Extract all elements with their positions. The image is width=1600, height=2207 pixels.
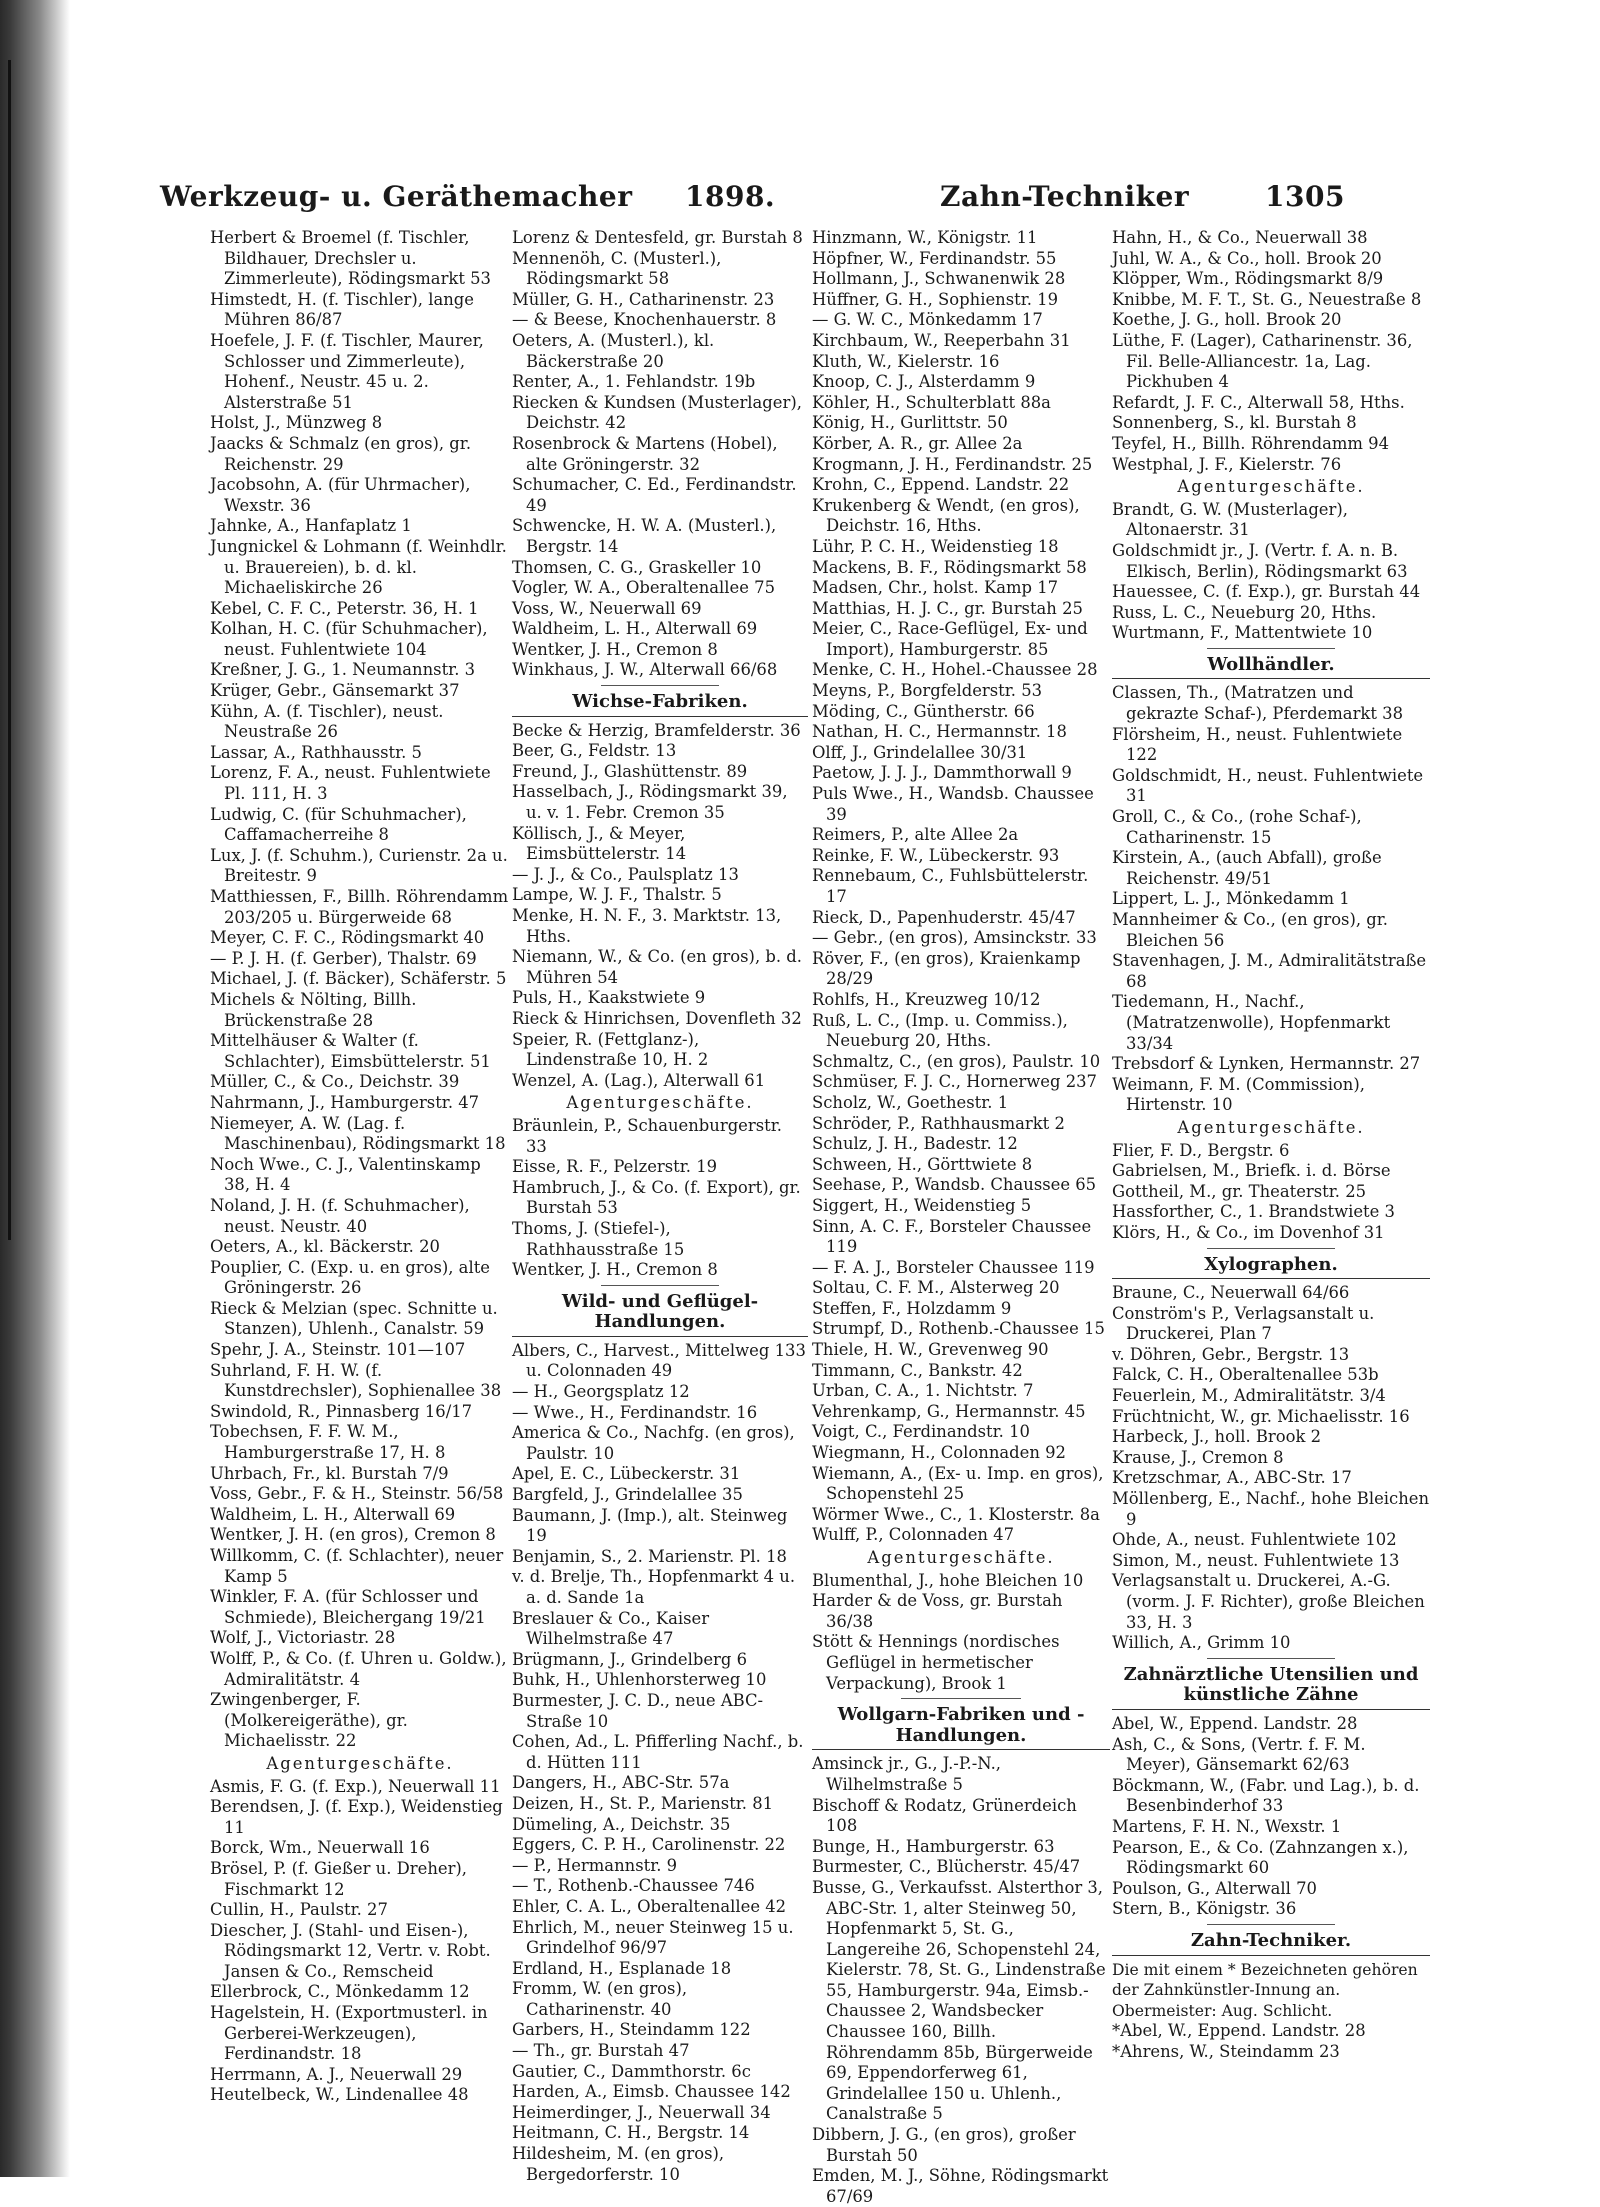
directory-entry: — & Beese, Knochenhauerstr. 8	[512, 310, 777, 330]
directory-entry: Pearson, E., & Co. (Zahnzangen x.), Rödingsmarkt 60	[1112, 1837, 1409, 1878]
page-number: 1305	[1265, 180, 1345, 213]
directory-entry: Meyer, C. F. C., Rödingsmarkt 40	[210, 928, 485, 948]
directory-entry: Waldheim, L. H., Alterwall 69	[210, 1504, 456, 1524]
directory-entry: Garbers, H., Steindamm 122	[512, 2020, 751, 2040]
directory-entry: Sonnenberg, S., kl. Burstah 8	[1112, 413, 1357, 433]
directory-entry: Michael, J. (f. Bäcker), Schäferstr. 5	[210, 969, 507, 989]
directory-entry: Winkhaus, J. W., Alterwall 66/68	[512, 660, 778, 680]
section-subheading: Agenturgeschäfte.	[867, 1548, 1055, 1567]
directory-entry: Brandt, G. W. (Musterlager), Altonaerstr. 31	[1112, 499, 1348, 540]
entries-col4-agencies	[1112, 500, 1430, 644]
directory-entry: Holst, J., Münzweg 8	[210, 413, 383, 433]
directory-entry: Wentker, J. H., Cremon 8	[512, 639, 718, 659]
directory-entry: Niemann, W., & Co. (en gros), b. d. Mühren 54	[512, 947, 802, 987]
directory-entry: König, H., Gurlittstr. 50	[812, 413, 1008, 433]
divider	[1207, 1248, 1334, 1249]
directory-entry: Nahrmann, J., Hamburgerstr. 47	[210, 1092, 480, 1112]
directory-entry: Abel, W., Eppend. Landstr. 28	[1112, 1713, 1358, 1733]
directory-entry: Sinn, A. C. F., Borsteler Chaussee 119	[812, 1216, 1092, 1257]
directory-entry: Voss, Gebr., F. & H., Steinstr. 56/58	[210, 1484, 504, 1504]
directory-entry: Kluth, W., Kielerstr. 16	[812, 351, 1000, 371]
directory-entry: Meyns, P., Borgfelderstr. 53	[812, 681, 1043, 701]
directory-entry: Winkler, F. A. (für Schlosser und Schmiede), Bleichergang 19/21	[210, 1587, 486, 1627]
directory-entry: Stavenhagen, J. M., Admiralitätstraße 68	[1112, 951, 1427, 991]
directory-entry: Reinke, F. W., Lübeckerstr. 93	[812, 845, 1060, 865]
directory-entry: Scholz, W., Goethestr. 1	[812, 1092, 1009, 1112]
section-heading: Wollgarn-Fabriken und -Handlungen.	[812, 1705, 1110, 1750]
directory-entry: Kirstein, A., (auch Abfall), große Reichenstr. 49/51	[1112, 848, 1382, 888]
directory-entry: Oeters, A., kl. Bäckerstr. 20	[210, 1237, 440, 1257]
directory-entry: Olff, J., Grindelallee 30/31	[812, 742, 1028, 762]
directory-entry: Knoop, C. J., Alsterdamm 9	[812, 372, 1036, 392]
directory-entry: Soltau, C. F. M., Alsterweg 20	[812, 1278, 1060, 1298]
directory-entry: Goldschmidt, H., neust. Fuhlentwiete 31	[1112, 765, 1424, 806]
section-heading: Xylographen.	[1112, 1255, 1430, 1280]
directory-entry: Uhrbach, Fr., kl. Burstah 7/9	[210, 1463, 449, 1483]
directory-page	[100, 150, 1430, 2206]
directory-entry: Menke, H. N. F., 3. Marktstr. 13, Hths.	[512, 906, 782, 946]
directory-entry: Goldschmidt jr., J. (Vertr. f. A. n. B. Elkisch, Berlin), Rödingsmarkt 63	[1112, 540, 1408, 581]
directory-entry: Mannheimer & Co., (en gros), gr. Bleichen 56	[1112, 910, 1389, 950]
directory-entry: Wiemann, A., (Ex- u. Imp. en gros), Schopenstehl 25	[812, 1463, 1104, 1504]
directory-entry: Braune, C., Neuerwall 64/66	[1112, 1283, 1350, 1303]
directory-entry: Pouplier, C. (Exp. u. en gros), alte Gröningerstr. 26	[210, 1257, 490, 1298]
directory-entry: Bischoff & Rodatz, Grünerdeich 108	[812, 1795, 1077, 1836]
directory-entry: — T., Rothenb.-Chaussee 746	[512, 1876, 755, 1896]
divider	[1207, 648, 1334, 649]
directory-entry: Tobechsen, F. F. W. M., Hamburgerstraße 17, H. 8	[210, 1422, 446, 1463]
directory-entry: Hagelstein, H. (Exportmusterl. in Gerberei-Werkzeugen), Ferdinandstr. 18	[210, 2003, 488, 2064]
directory-entry: Matthias, H. J. C., gr. Burstah 25	[812, 598, 1083, 618]
directory-entry: Conström's P., Verlagsanstalt u. Druckerei, Plan 7	[1112, 1303, 1375, 1344]
directory-entry: Rennebaum, C., Fuhlsbüttelerstr. 17	[812, 866, 1089, 906]
directory-entry: Diescher, J. (Stahl- und Eisen-), Rödingsmarkt 12, Vertr. v. Robt. Jansen & Co., Remscheid	[210, 1920, 491, 1981]
directory-entry: Freund, J., Glashüttenstr. 89	[512, 761, 748, 781]
entries-col2-game	[512, 1341, 808, 2185]
directory-entry: Heitmann, C. H., Bergstr. 14	[512, 2123, 750, 2143]
directory-entry: Waldheim, L. H., Alterwall 69	[512, 619, 758, 639]
directory-entry: Dangers, H., ABC-Str. 57a	[512, 1773, 730, 1793]
directory-entry: America & Co., Nachfg. (en gros), Paulstr. 10	[512, 1423, 795, 1463]
directory-entry: Paetow, J. J. J., Dammthorwall 9	[812, 763, 1072, 783]
directory-entry: Thomsen, C. G., Graskeller 10	[512, 557, 762, 577]
directory-entry: Voss, W., Neuerwall 69	[512, 598, 702, 618]
directory-entry: Wurtmann, F., Mattentwiete 10	[1112, 623, 1373, 643]
directory-entry: Niemeyer, A. W. (Lag. f. Maschinenbau), Rödingsmarkt 18	[210, 1113, 506, 1154]
directory-entry: Möllenberg, E., Nachf., hohe Bleichen 9	[1112, 1489, 1430, 1529]
directory-entry: Zwingenberger, F. (Molkereigeräthe), gr. Michaelisstr. 22	[210, 1690, 408, 1751]
directory-entry: Ohde, A., neust. Fuhlentwiete 102	[1112, 1530, 1397, 1550]
directory-entry: Tiedemann, H., Nachf., (Matratzenwolle), Hopfenmarkt 33/34	[1112, 992, 1391, 1053]
running-header	[100, 180, 1345, 220]
entries-col3-game	[812, 228, 1110, 1546]
directory-entry: Köllisch, J., & Meyer, Eimsbüttelerstr. 14	[512, 823, 687, 864]
directory-entry: Mackens, B. F., Rödingsmarkt 58	[812, 557, 1087, 577]
directory-entry: Heimerdinger, J., Neuerwall 34	[512, 2102, 771, 2122]
directory-entry: Amsinck jr., G., J.-P.-N., Wilhelmstraße 5	[812, 1754, 1002, 1794]
directory-entry: — Gebr., (en gros), Amsinckstr. 33	[812, 928, 1097, 948]
directory-entry: *Abel, W., Eppend. Landstr. 28	[1112, 2021, 1366, 2041]
directory-entry: Lassar, A., Rathhausstr. 5	[210, 742, 422, 762]
directory-entry: Gottheil, M., gr. Theaterstr. 25	[1112, 1181, 1367, 1201]
directory-entry: Bargfeld, J., Grindelallee 35	[512, 1485, 743, 1505]
directory-entry: Schween, H., Görttwiete 8	[812, 1154, 1033, 1174]
directory-entry: Lorenz & Dentesfeld, gr. Burstah 8	[512, 228, 803, 247]
directory-entry: Willich, A., Grimm 10	[1112, 1633, 1291, 1653]
directory-entry: Hollmann, J., Schwanenwik 28	[812, 269, 1066, 289]
entries-col3-wool-yarn	[812, 1754, 1110, 2207]
directory-entry: Stött & Hennings (nordisches Geflügel in hermetischer Verpackung), Brook 1	[812, 1632, 1060, 1693]
directory-entry: Schulz, J. H., Badestr. 12	[812, 1134, 1018, 1154]
directory-entry: Lampe, W. J. F., Thalstr. 5	[512, 885, 722, 905]
directory-entry: Emden, M. J., Söhne, Rödingsmarkt 67/69	[812, 2166, 1109, 2206]
directory-entry: Busse, G., Verkaufsst. Alsterthor 3, ABC-Str. 1, alter Steinweg 50, Hopfenmarkt 5, St. G., Langereihe 26, Schopenstehl 24, Kielerstr. 78, St. G., Lindenstraße 55, Hamburgerstr. 94a, Eimsb.-Chaussee 2, Wandsbecker Chaussee 160, Billh. Röhrendamm 85b, Bürgerweide 69, Eppendorferweg 61, Grindelallee 150 u. Uhlenh., Canalstraße 5	[812, 1877, 1106, 2124]
directory-entry: Rieck & Hinrichsen, Dovenfleth 32	[512, 1008, 802, 1028]
entries-col2-polish-agencies	[512, 1116, 808, 1281]
entries-col4-xylographers	[1112, 1283, 1430, 1654]
directory-entry: Lühr, P. C. H., Weidenstieg 18	[812, 536, 1059, 556]
directory-entry: Breslauer & Co., Kaiser Wilhelmstraße 47	[512, 1608, 710, 1649]
directory-entry: — Wwe., H., Ferdinandstr. 16	[512, 1402, 758, 1422]
directory-entry: Thoms, J. (Stiefel-), Rathhausstraße 15	[512, 1218, 685, 1259]
directory-entry: Lorenz, F. A., neust. Fuhlentwiete Pl. 111, H. 3	[210, 763, 491, 804]
directory-entry: Matthiessen, F., Billh. Röhrendamm 203/205 u. Bürgerweide 68	[210, 887, 509, 927]
directory-entry: Swindold, R., Pinnasberg 16/17	[210, 1401, 473, 1421]
directory-entry: Groll, C., & Co., (rohe Schaf-), Catharinenstr. 15	[1112, 807, 1362, 847]
directory-entry: Kreßner, J. G., 1. Neumannstr. 3	[210, 660, 476, 680]
directory-entry: Martens, F. H. N., Wexstr. 1	[1112, 1816, 1342, 1836]
directory-entry: Flörsheim, H., neust. Fuhlentwiete 122	[1112, 724, 1403, 765]
directory-entry: Steffen, F., Holzdamm 9	[812, 1298, 1012, 1318]
directory-entry: Möding, C., Güntherstr. 66	[812, 701, 1035, 721]
directory-entry: Juhl, W. A., & Co., holl. Brook 20	[1112, 248, 1382, 268]
directory-entry: Jungnickel & Lohmann (f. Weinhdlr. u. Brauereien), b. d. kl. Michaeliskirche 26	[210, 536, 507, 598]
directory-entry: Berendsen, J. (f. Exp.), Weidenstieg 11	[210, 1797, 503, 1837]
entries-col3-agencies	[812, 1571, 1110, 1695]
directory-entry: Speier, R. (Fettglanz-), Lindenstraße 10, H. 2	[512, 1029, 709, 1070]
directory-entry: Gabrielsen, M., Briefk. i. d. Börse	[1112, 1161, 1391, 1181]
directory-entry: Harder & de Voss, gr. Burstah 36/38	[812, 1591, 1063, 1631]
directory-entry: Ehrlich, M., neuer Steinweg 15 u. Grindelhof 96/97	[512, 1917, 794, 1958]
divider	[901, 1698, 1020, 1699]
directory-entry: Rohlfs, H., Kreuzweg 10/12	[812, 989, 1041, 1009]
entries-col4-wool-dealers	[1112, 683, 1430, 1115]
directory-entry: Fromm, W. (en gros), Catharinenstr. 40	[512, 1979, 688, 2019]
directory-entry: Knibbe, M. F. T., St. G., Neuestraße 8	[1112, 289, 1422, 309]
directory-entry: Brügmann, J., Grindelberg 6	[512, 1649, 748, 1669]
directory-entry: Burmester, J. C. D., neue ABC-Straße 10	[512, 1690, 764, 1731]
divider	[1207, 1658, 1334, 1659]
directory-entry: Becke & Herzig, Bramfelderstr. 36	[512, 720, 801, 740]
directory-entry: Schröder, P., Rathhausmarkt 2	[812, 1113, 1065, 1133]
directory-entry: Puls Wwe., H., Wandsb. Chaussee 39	[812, 784, 1094, 824]
directory-entry: Willkomm, C. (f. Schlachter), neuer Kamp 5	[210, 1546, 504, 1586]
entries-col1-agencies	[210, 1777, 510, 2107]
directory-entry: Rieck, D., Papenhuderstr. 45/47	[812, 907, 1076, 927]
directory-entry: Rieck & Melzian (spec. Schnitte u. Stanzen), Uhlenh., Canalstr. 59	[210, 1298, 498, 1339]
directory-entry: Seehase, P., Wandsb. Chaussee 65	[812, 1175, 1097, 1195]
directory-entry: Hauessee, C. (f. Exp.), gr. Burstah 44	[1112, 582, 1421, 602]
directory-entry: Lippert, L. J., Mönkedamm 1	[1112, 889, 1350, 909]
header-right-title: Zahn-Techniker	[940, 180, 1190, 213]
directory-entry: Urban, C. A., 1. Nichtstr. 7	[812, 1381, 1034, 1401]
directory-entry: Renter, A., 1. Fehlandstr. 19b	[512, 372, 756, 392]
directory-entry: Böckmann, W., (Fabr. und Lag.), b. d. Besenbinderhof 33	[1112, 1775, 1420, 1816]
directory-entry: Hüffner, G. H., Sophienstr. 19	[812, 289, 1059, 309]
directory-entry: Beer, G., Feldstr. 13	[512, 741, 677, 761]
directory-entry: Krohn, C., Eppend. Landstr. 22	[812, 475, 1070, 495]
directory-entry: Kretzschmar, A., ABC-Str. 17	[1112, 1468, 1352, 1488]
directory-entry: Hasselbach, J., Rödingsmarkt 39, u. v. 1. Febr. Cremon 35	[512, 782, 788, 823]
directory-entry: — G. W. C., Mönkedamm 17	[812, 310, 1043, 330]
column-3	[812, 228, 1110, 2206]
directory-entry: Dibbern, J. G., (en gros), großer Burstah 50	[812, 2125, 1076, 2165]
directory-entry: Cohen, Ad., L. Pfifferling Nachf., b. d. Hütten 111	[512, 1732, 804, 1772]
directory-entry: Russ, L. C., Neueburg 20, Hths.	[1112, 602, 1377, 622]
entries-col2-polish	[512, 721, 808, 1092]
divider	[601, 1285, 719, 1286]
entries-col4-wool-yarn	[1112, 228, 1430, 475]
directory-entry: Weimann, F. M. (Commission), Hirtenstr. 10	[1112, 1074, 1365, 1115]
directory-entry: Blumenthal, J., hohe Bleichen 10	[812, 1570, 1084, 1590]
directory-entry: Hildesheim, M. (en gros), Bergedorferstr. 10	[512, 2144, 725, 2184]
directory-entry: Schmaltz, C., (en gros), Paulstr. 10	[812, 1051, 1101, 1071]
directory-entry: Ehler, C. A. L., Oberaltenallee 42	[512, 1896, 787, 1916]
directory-entry: Schwencke, H. W. A. (Musterl.), Bergstr. 14	[512, 516, 777, 556]
directory-entry: Strumpf, D., Rothenb.-Chaussee 15	[812, 1319, 1105, 1339]
directory-entry: Lüthe, F. (Lager), Catharinenstr. 36, Fil. Belle-Alliancestr. 1a, Lag. Pickhuben 4	[1112, 330, 1413, 392]
directory-entry: Ruß, L. C., (Imp. u. Commiss.), Neueburg 20, Hths.	[812, 1010, 1068, 1051]
directory-entry: Ash, C., & Sons, (Vertr. f. F. M. Meyer), Gänsemarkt 62/63	[1112, 1734, 1366, 1775]
directory-entry: Vogler, W. A., Oberaltenallee 75	[512, 578, 775, 598]
directory-entry: — P. J. H. (f. Gerber), Thalstr. 69	[210, 948, 477, 968]
entries-col4-dental-technicians	[1112, 2021, 1430, 2062]
directory-entry: Riecken & Kundsen (Musterlager), Deichstr. 42	[512, 392, 802, 433]
section-heading: Wichse-Fabriken.	[512, 692, 808, 717]
directory-entry: Benjamin, S., 2. Marienstr. Pl. 18	[512, 1546, 787, 1566]
directory-entry: Kolhan, H. C. (für Schuhmacher), neust. Fuhlentwiete 104	[210, 619, 488, 659]
directory-entry: v. Döhren, Gebr., Bergstr. 13	[1112, 1344, 1350, 1364]
directory-entry: Koethe, J. G., holl. Brook 20	[1112, 310, 1342, 330]
directory-entry: Kühn, A. (f. Tischler), neust. Neustraße 26	[210, 701, 444, 742]
entries-col2-tools	[512, 228, 808, 681]
directory-entry: Bunge, H., Hamburgerstr. 63	[812, 1836, 1055, 1856]
directory-entry: Madsen, Chr., holst. Kamp 17	[812, 578, 1059, 598]
directory-entry: Körber, A. R., gr. Allee 2a	[812, 433, 1023, 453]
directory-entry: Köhler, H., Schulterblatt 88a	[812, 392, 1051, 412]
directory-entry: Eggers, C. P. H., Carolinenstr. 22	[512, 1835, 786, 1855]
directory-entry: Ellerbrock, C., Mönkedamm 12	[210, 1982, 470, 2002]
directory-entry: Wenzel, A. (Lag.), Alterwall 61	[512, 1070, 766, 1090]
divider	[601, 685, 719, 686]
directory-entry: Lux, J. (f. Schuhm.), Curienstr. 2a u. Breitestr. 9	[210, 845, 508, 886]
directory-entry: Buhk, H., Uhlenhorsterweg 10	[512, 1670, 767, 1690]
directory-entry: Hassforther, C., 1. Brandstwiete 3	[1112, 1202, 1395, 1222]
directory-entry: Herbert & Broemel (f. Tischler, Bildhauer, Drechsler u. Zimmerleute), Rödingsmarkt 53	[210, 228, 491, 289]
directory-entry: Jaacks & Schmalz (en gros), gr. Reichenstr. 29	[210, 433, 472, 474]
directory-entry: — F. A. J., Borsteler Chaussee 119	[812, 1257, 1095, 1277]
directory-entry: Harbeck, J., holl. Brook 2	[1112, 1427, 1322, 1447]
directory-entry: Burmester, C., Blücherstr. 45/47	[812, 1857, 1081, 1877]
directory-entry: Timmann, C., Bankstr. 42	[812, 1360, 1023, 1380]
directory-entry: Eisse, R. F., Pelzerstr. 19	[512, 1157, 718, 1177]
directory-entry: Feuerlein, M., Admiralitätstr. 3/4	[1112, 1386, 1386, 1406]
directory-entry: Verlagsanstalt u. Druckerei, A.-G. (vorm. J. F. Richter), große Bleichen 33, H. 3	[1112, 1571, 1425, 1632]
directory-entry: — J. J., & Co., Paulsplatz 13	[512, 864, 739, 884]
directory-entry: Jahnke, A., Hanfaplatz 1	[210, 516, 412, 536]
directory-entry: Trebsdorf & Lynken, Hermannstr. 27	[1112, 1054, 1421, 1074]
directory-entry: Bräunlein, P., Schauenburgerstr. 33	[512, 1115, 782, 1156]
column-2	[512, 228, 808, 2184]
directory-entry: Hambruch, J., & Co. (f. Export), gr. Burstah 53	[512, 1177, 801, 1218]
section-note: Die mit einem * Bezeichneten gehören der Zahnkünstler-Innung an. Obermeister: Aug. Schlicht.	[1112, 1960, 1418, 2020]
directory-entry: Noland, J. H. (f. Schuhmacher), neust. Neustr. 40	[210, 1195, 470, 1236]
entries-col4-dental-supplies	[1112, 1714, 1430, 1920]
section-subheading: Agenturgeschäfte.	[266, 1753, 454, 1773]
directory-entry: Heutelbeck, W., Lindenallee 48	[210, 2085, 469, 2105]
directory-entry: Gautier, C., Dammthorstr. 6c	[512, 2061, 751, 2081]
directory-entry: Noch Wwe., C. J., Valentinskamp 38, H. 4	[210, 1154, 481, 1195]
section-heading: Wollhändler.	[1112, 655, 1430, 680]
directory-entry: Klöpper, Wm., Rödingsmarkt 8/9	[1112, 269, 1384, 289]
column-4	[1112, 228, 1430, 2061]
directory-entry: Hoefele, J. F. (f. Tischler, Maurer, Schlosser und Zimmerleute), Hohenf., Neustr. 45 u. 2. Alsterstraße 51	[210, 330, 484, 412]
header-year: 1898.	[685, 180, 776, 213]
directory-entry: Krukenberg & Wendt, (en gros), Deichstr. 16, Hths.	[812, 495, 1080, 536]
directory-entry: Mittelhäuser & Walter (f. Schlachter), Eimsbüttelerstr. 51	[210, 1031, 491, 1071]
directory-entry: Puls, H., Kaakstwiete 9	[512, 988, 706, 1008]
directory-entry: Menke, C. H., Hohel.-Chaussee 28	[812, 660, 1098, 680]
directory-entry: Schmüser, F. J. C., Hornerweg 237	[812, 1072, 1097, 1092]
directory-entry: Harden, A., Eimsb. Chaussee 142	[512, 2082, 791, 2102]
directory-entry: Albers, C., Harvest., Mittelweg 133 u. Colonnaden 49	[512, 1340, 806, 1381]
directory-entry: Poulson, G., Alterwall 70	[1112, 1878, 1317, 1898]
directory-entry: Deizen, H., St. P., Marienstr. 81	[512, 1793, 774, 1813]
directory-entry: v. d. Brelje, Th., Hopfenmarkt 4 u. a. d. Sande 1a	[512, 1567, 796, 1607]
directory-entry: Classen, Th., (Matratzen und gekrazte Schaf-), Pferdemarkt 38	[1112, 683, 1403, 724]
directory-entry: Stern, B., Königstr. 36	[1112, 1899, 1297, 1919]
section-heading: Zahn-Techniker.	[1112, 1931, 1430, 1956]
directory-entry: Wörmer Wwe., C., 1. Klosterstr. 8a	[812, 1504, 1100, 1524]
directory-entry: Simon, M., neust. Fuhlentwiete 13	[1112, 1550, 1400, 1570]
directory-entry: Falck, C. H., Oberaltenallee 53b	[1112, 1365, 1379, 1385]
directory-entry: Jacobsohn, A. (für Uhrmacher), Wexstr. 36	[210, 475, 471, 515]
directory-entry: Höpfner, W., Ferdinandstr. 55	[812, 248, 1057, 268]
column-1	[210, 228, 510, 2105]
directory-entry: Wolff, P., & Co. (f. Uhren u. Goldw.), Admiralitätstr. 4	[210, 1648, 507, 1689]
header-left-title: Werkzeug- u. Geräthemacher	[160, 180, 633, 213]
entries-col1	[210, 228, 510, 1752]
directory-entry: Borck, Wm., Neuerwall 16	[210, 1838, 430, 1858]
directory-entry: Cullin, H., Paulstr. 27	[210, 1900, 388, 1920]
directory-entry: Asmis, F. G. (f. Exp.), Neuerwall 11	[210, 1776, 501, 1796]
entries-col4-wool-agencies	[1112, 1141, 1430, 1244]
directory-entry: Oeters, A. (Musterl.), kl. Bäckerstraße 20	[512, 330, 715, 371]
directory-entry: Wolf, J., Victoriastr. 28	[210, 1628, 396, 1648]
directory-entry: Müller, C., & Co., Deichstr. 39	[210, 1072, 460, 1092]
divider	[1207, 1924, 1334, 1925]
directory-entry: Voigt, C., Ferdinandstr. 10	[812, 1422, 1030, 1442]
directory-entry: Siggert, H., Weidenstieg 5	[812, 1195, 1032, 1215]
directory-entry: Meier, C., Race-Geflügel, Ex- und Import), Hamburgerstr. 85	[812, 619, 1088, 659]
section-heading: Wild- und Geflügel-Handlungen.	[512, 1292, 808, 1337]
directory-entry: Krogmann, J. H., Ferdinandstr. 25	[812, 454, 1093, 474]
directory-entry: Mennenöh, C. (Musterl.), Rödingsmarkt 58	[512, 248, 722, 289]
directory-entry: Krause, J., Cremon 8	[1112, 1447, 1284, 1467]
directory-entry: Westphal, J. F., Kielerstr. 76	[1112, 454, 1342, 474]
directory-entry: Vehrenkamp, G., Hermannstr. 45	[812, 1401, 1086, 1421]
directory-entry: Müller, G. H., Catharinenstr. 23	[512, 289, 775, 309]
directory-entry: Ludwig, C. (für Schuhmacher), Caffamacherreihe 8	[210, 804, 467, 845]
directory-entry: Krüger, Gebr., Gänsemarkt 37	[210, 681, 460, 701]
directory-entry: Brösel, P. (f. Gießer u. Dreher), Fischmarkt 12	[210, 1858, 468, 1899]
directory-entry: Wiegmann, H., Colonnaden 92	[812, 1443, 1066, 1463]
binding-edge	[8, 60, 11, 1240]
directory-entry: Schumacher, C. Ed., Ferdinandstr. 49	[512, 475, 797, 515]
directory-entry: Michels & Nölting, Billh. Brückenstraße 28	[210, 989, 417, 1030]
section-subheading: Agenturgeschäfte.	[566, 1093, 754, 1113]
directory-entry: Wentker, J. H., Cremon 8	[512, 1260, 718, 1280]
directory-entry: Reimers, P., alte Allee 2a	[812, 825, 1019, 845]
directory-entry: Herrmann, A. J., Neuerwall 29	[210, 2064, 463, 2084]
directory-entry: Himstedt, H. (f. Tischler), lange Mühren 86/87	[210, 289, 474, 330]
directory-entry: Kebel, C. F. C., Peterstr. 36, H. 1	[210, 598, 479, 618]
directory-entry: Früchtnicht, W., gr. Michaelisstr. 16	[1112, 1406, 1410, 1426]
directory-entry: Dümeling, A., Deichstr. 35	[512, 1814, 731, 1834]
directory-entry: Teyfel, H., Billh. Röhrendamm 94	[1112, 433, 1389, 453]
section-heading: Zahnärztliche Utensilien und künstliche Zähne	[1112, 1665, 1430, 1710]
directory-entry: Röver, F., (en gros), Kraienkamp 28/29	[812, 948, 1081, 989]
directory-entry: — P., Hermannstr. 9	[512, 1855, 678, 1875]
directory-entry: Hinzmann, W., Königstr. 11	[812, 228, 1038, 247]
directory-entry: Refardt, J. F. C., Alterwall 58, Hths.	[1112, 392, 1405, 412]
directory-entry: Klörs, H., & Co., im Dovenhof 31	[1112, 1222, 1385, 1242]
directory-entry: Kirchbaum, W., Reeperbahn 31	[812, 330, 1071, 350]
directory-entry: Baumann, J. (Imp.), alt. Steinweg 19	[512, 1505, 788, 1546]
directory-entry: — Th., gr. Burstah 47	[512, 2041, 690, 2061]
directory-entry: Flier, F. D., Bergstr. 6	[1112, 1140, 1290, 1160]
directory-entry: Suhrland, F. H. W. (f. Kunstdrechsler), Sophienallee 38	[210, 1360, 502, 1401]
directory-entry: *Ahrens, W., Steindamm 23	[1112, 2041, 1340, 2061]
section-subheading: Agenturgeschäfte.	[1177, 477, 1365, 497]
directory-entry: — H., Georgsplatz 12	[512, 1382, 690, 1402]
directory-entry: Apel, E. C., Lübeckerstr. 31	[512, 1464, 741, 1484]
section-subheading: Agenturgeschäfte.	[1177, 1117, 1365, 1137]
directory-entry: Wulff, P., Colonnaden 47	[812, 1525, 1015, 1545]
directory-entry: Nathan, H. C., Hermannstr. 18	[812, 722, 1067, 742]
directory-entry: Thiele, H. W., Grevenweg 90	[812, 1340, 1049, 1360]
directory-entry: Hahn, H., & Co., Neuerwall 38	[1112, 228, 1368, 247]
directory-entry: Spehr, J. A., Steinstr. 101—107	[210, 1340, 466, 1360]
directory-entry: Erdland, H., Esplanade 18	[512, 1958, 732, 1978]
directory-entry: Rosenbrock & Martens (Hobel), alte Gröningerstr. 32	[512, 433, 778, 474]
directory-entry: Wentker, J. H. (en gros), Cremon 8	[210, 1525, 496, 1545]
